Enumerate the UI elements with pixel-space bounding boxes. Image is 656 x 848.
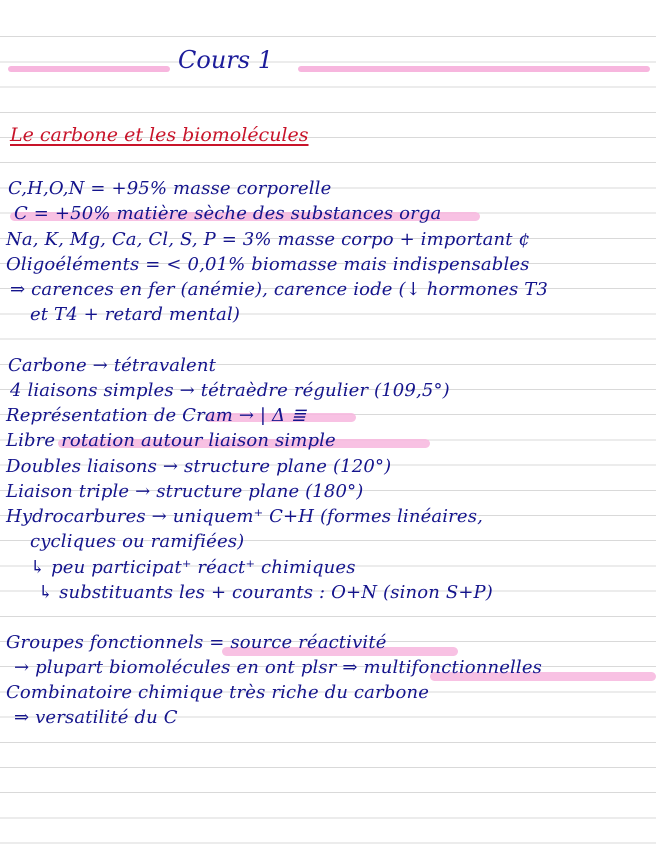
note-line: et T4 + retard mental) <box>30 304 241 325</box>
note-line: C = +50% matière sèche des substances orga <box>14 203 442 224</box>
note-line: C,H,O,N = +95% masse corporelle <box>8 178 332 199</box>
note-line: Doubles liaisons → structure plane (120°) <box>6 456 392 477</box>
note-line: ↳ peu participat⁺ réact⁺ chimiques <box>30 557 356 578</box>
note-line: Combinatoire chimique très riche du carbone <box>6 682 429 703</box>
note-line: 4 liaisons simples → tétraèdre régulier (109,5°) <box>10 380 450 401</box>
note-line: Liaison triple → structure plane (180°) <box>6 481 364 502</box>
title-rule-right <box>298 66 650 72</box>
note-line: Oligoéléments = < 0,01% biomasse mais indispensables <box>6 254 530 275</box>
note-line: Libre rotation autour liaison simple <box>6 430 336 451</box>
note-line: Hydrocarbures → uniquem⁺ C+H (formes linéaires, <box>6 506 483 527</box>
note-line: Carbone → tétravalent <box>8 355 216 376</box>
section-heading: Le carbone et les biomolécules <box>10 124 309 146</box>
note-line: cycliques ou ramifiées) <box>30 531 245 552</box>
note-line: Groupes fonctionnels = source réactivité <box>6 632 387 653</box>
note-line: ⇒ versatilité du C <box>14 707 178 728</box>
title-rule-left <box>8 66 170 72</box>
note-line: → plupart biomolécules en ont plsr ⇒ multifonctionnelles <box>14 657 543 678</box>
page-title: Cours 1 <box>178 46 273 74</box>
note-line: ↳ substituants les + courants : O+N (sinon S+P) <box>38 582 493 603</box>
note-line: Na, K, Mg, Ca, Cl, S, P = 3% masse corpo + important ¢ <box>6 229 531 250</box>
note-line: Représentation de Cram → | Δ ≣ <box>6 405 307 426</box>
note-line: ⇒ carences en fer (anémie), carence iode (↓ hormones T3 <box>10 279 548 300</box>
